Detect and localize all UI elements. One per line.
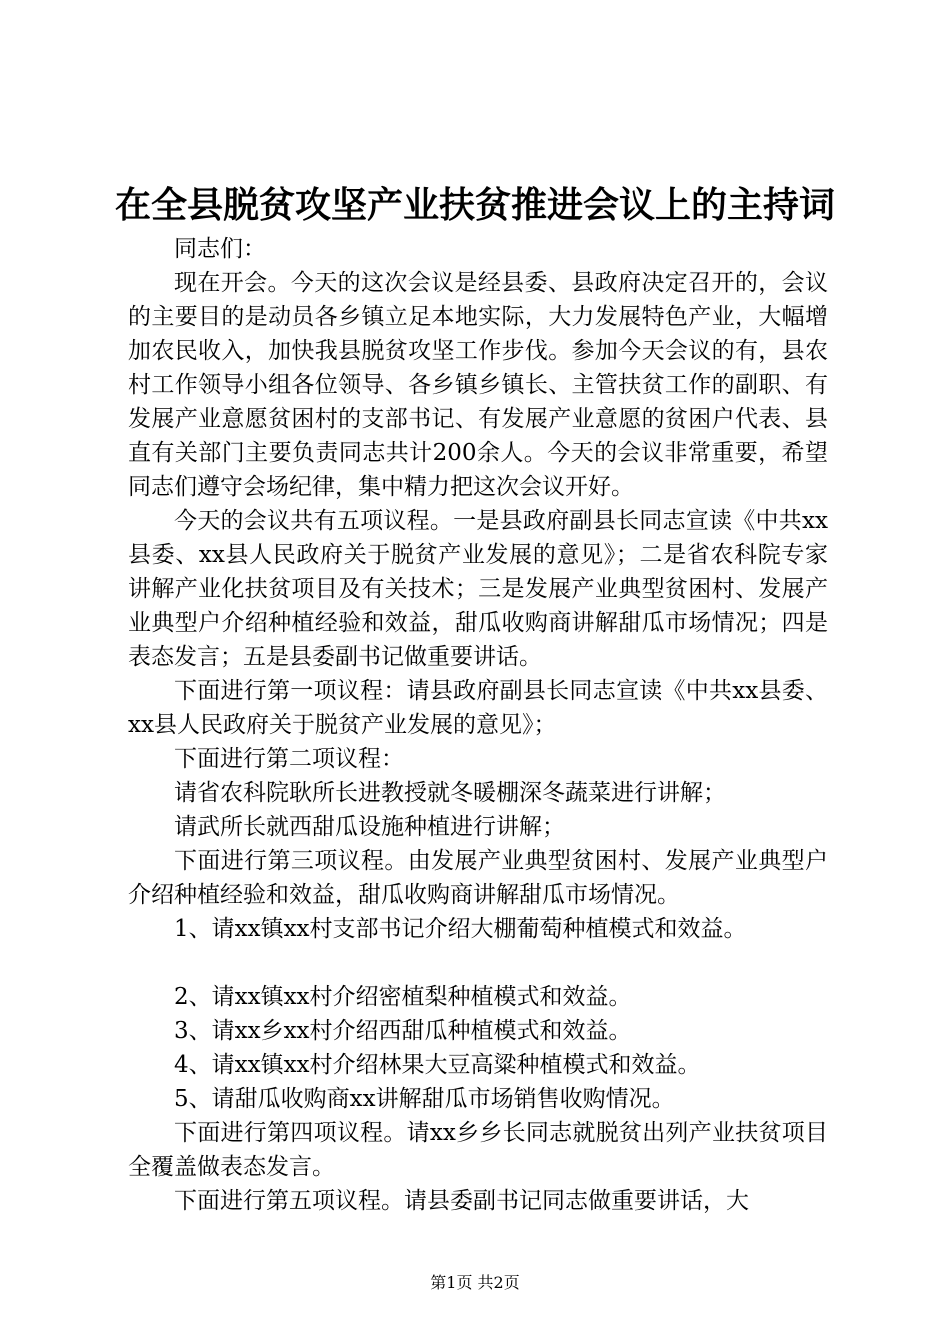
paragraph-item-1: 下面进行第一项议程：请县政府副县长同志宣读《中共xx县委、xx县人民政府关于脱贫产业发展的意见》； bbox=[128, 678, 828, 738]
paragraph-agenda: 今天的会议共有五项议程。一是县政府副县长同志宣读《中共xx县委、xx县人民政府关于脱贫产业发展的意见》；二是省农科院专家讲解产业化扶贫项目及有关技术；三是发展产业典型贫困村、发展产业典型户介绍种植经验和效益，甜瓜收购商讲解甜瓜市场情况；四是表态发言；五是县委副书记做重要讲话。 bbox=[128, 508, 828, 670]
paragraph-item-2: 下面进行第二项议程： bbox=[174, 746, 404, 772]
paragraph-item-3: 下面进行第三项议程。由发展产业典型贫困村、发展产业典型户介绍种植经验和效益，甜瓜收购商讲解甜瓜市场情况。 bbox=[128, 848, 828, 908]
paragraph-item-3-speaker-4: 4、请xx镇xx村介绍林果大豆高粱种植模式和效益。 bbox=[174, 1052, 701, 1078]
document-body bbox=[128, 232, 828, 1218]
paragraph-item-3-speaker-1: 1、请xx镇xx村支部书记介绍大棚葡萄种植模式和效益。 bbox=[174, 916, 747, 942]
paragraph-item-2-speaker-1: 请省农科院耿所长进教授就冬暖棚深冬蔬菜进行讲解； bbox=[174, 780, 726, 806]
document-title: 在全县脱贫攻坚产业扶贫推进会议上的主持词 bbox=[114, 184, 835, 226]
paragraph-item-4: 下面进行第四项议程。请xx乡乡长同志就脱贫出列产业扶贫项目全覆盖做表态发言。 bbox=[128, 1120, 828, 1180]
paragraph-item-3-speaker-5: 5、请甜瓜收购商xx讲解甜瓜市场销售收购情况。 bbox=[174, 1086, 675, 1112]
paragraph-item-3-speaker-2: 2、请xx镇xx村介绍密植梨种植模式和效益。 bbox=[174, 984, 632, 1010]
paragraph-opening: 现在开会。今天的这次会议是经县委、县政府决定召开的，会议的主要目的是动员各乡镇立足本地实际，大力发展特色产业，大幅增加农民收入，加快我县脱贫攻坚工作步伐。参加今天会议的有，县农村工作领导小组各位领导、各乡镇乡镇长、主管扶贫工作的副职、有发展产业意愿贫困村的支部书记、有发展产业意愿的贫困户代表、县直有关部门主要负责同志共计200余人。今天的会议非常重要，希望同志们遵守会场纪律，集中精力把这次会议开好。 bbox=[128, 270, 828, 500]
paragraph-item-2-speaker-2: 请武所长就西甜瓜设施种植进行讲解； bbox=[174, 814, 565, 840]
blank-line bbox=[128, 946, 828, 980]
paragraph-item-5: 下面进行第五项议程。请县委副书记同志做重要讲话，大 bbox=[174, 1188, 749, 1214]
paragraph-greeting: 同志们： bbox=[174, 236, 266, 262]
page-footer: 第1页 共2页 bbox=[430, 1273, 520, 1292]
paragraph-item-3-speaker-3: 3、请xx乡xx村介绍西甜瓜种植模式和效益。 bbox=[174, 1018, 632, 1044]
